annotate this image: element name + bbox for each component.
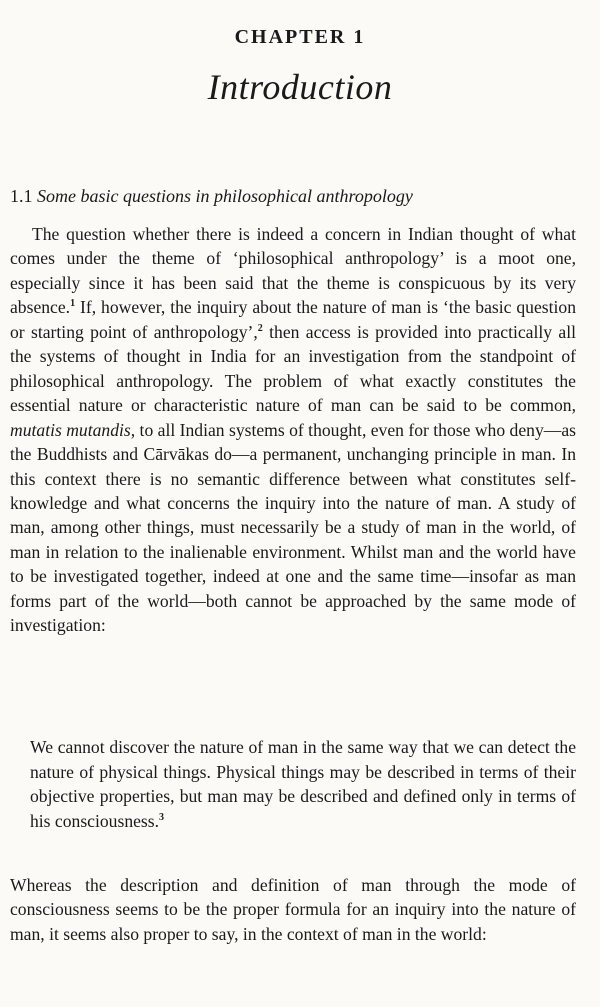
footnote-marker-3: 3	[159, 811, 165, 823]
paragraph-3: Whereas the description and definition of man through the mode of consciousness seems to be the proper formula for an inquiry into the nature of man, it seems also proper to say, in the context of man in the world:	[10, 875, 576, 944]
chapter-title: Introduction	[207, 67, 393, 107]
paragraph-1-text-c: then access is provided into practically all the systems of thought in India for an investigation from the standpoint of philosophical anthropology. The problem of what exactly constitutes the essential nature or characteristic nature of man can be said to be common,	[10, 321, 577, 416]
chapter-label: CHAPTER 1	[234, 26, 366, 48]
paragraph-1-text-d: to all Indian systems of thought, even for those who deny—as the Buddhists and Cārvākas do—a permanent, unchanging principle in man. In this context there is no semantic difference between what constitutes self-knowledge and what concerns the inquiry into the nature of man. A study of man, among other things, must necessarily be a study of man in the world, of man in relation to the inalienable environment. Whilst man and the world have to be investigated together, indeed at one and the same time—insofar as man forms part of the world—both cannot be approached by the same mode of investigation:	[10, 419, 577, 636]
paragraph-1-italic: mutatis mutandis,	[10, 419, 136, 440]
section-title: Some basic questions in philosophical anthropology	[37, 186, 413, 206]
section-number: 1.1	[10, 186, 33, 206]
section-heading	[10, 186, 413, 207]
footnote-marker-2: 2	[257, 322, 263, 334]
paragraph-1	[10, 222, 576, 638]
footnote-marker-1: 1	[70, 298, 76, 310]
paragraph-1-text-a: The question whether there is indeed a concern in Indian thought of what comes under the theme of ‘philosophical anthropology’ is a moot one, especially since it has been said that the theme is conspicuous by its very absence.	[10, 224, 576, 318]
paragraph-1-text-b: If, however, the inquiry about the nature of man is ‘the basic question or starting point of anthropology’,	[10, 297, 576, 342]
block-quote	[30, 735, 576, 833]
block-quote-text: We cannot discover the nature of man in the same way that we can detect the nature of physical things. Physical things may be described in terms of their objective properties, but man may be described and defined only in terms of his consciousness.	[30, 737, 576, 831]
